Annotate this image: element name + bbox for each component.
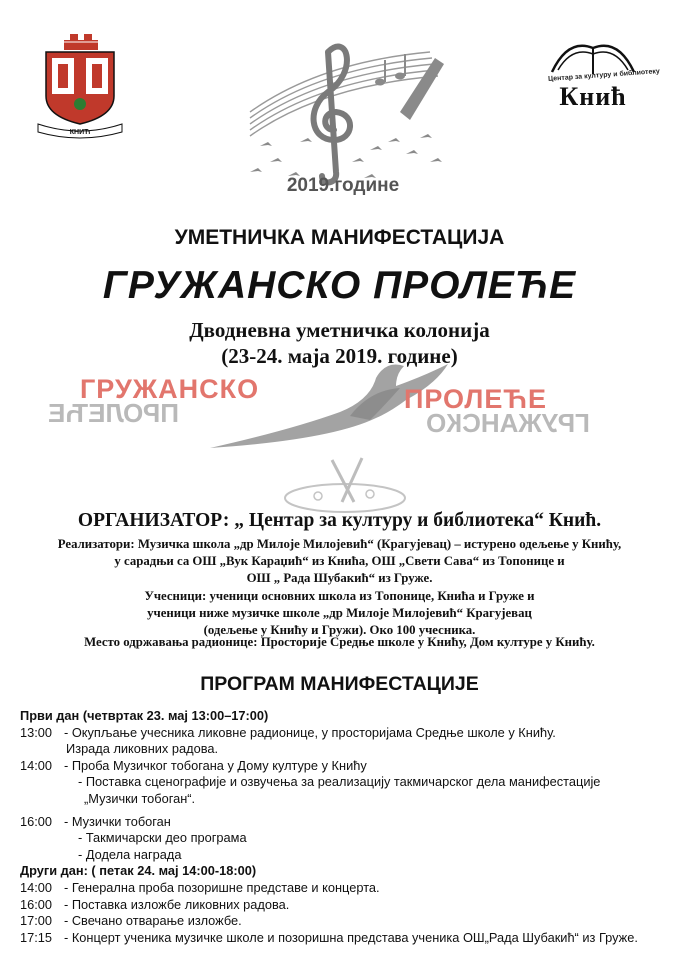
- program-heading: ПРОГРАМ МАНИФЕСТАЦИЈЕ: [200, 673, 479, 695]
- realizers-line: у сарадњи са ОШ „Вук Караџић“ из Кнића, ОШ „Свети Сава“ из Топонице и: [114, 554, 565, 568]
- organizer-heading: ОРГАНИЗАТОР: „ Центар за културу и библиотека“ Кнић.: [77, 510, 602, 531]
- schedule-text: „Музички тобоган“.: [84, 790, 196, 806]
- coat-caption: КНИЋ: [69, 129, 91, 136]
- schedule-row: [20, 758, 670, 775]
- schedule-text: - Свечано отварање изложбе.: [64, 913, 242, 929]
- library-logo-name: Кнић: [559, 82, 627, 111]
- realizers-block: [0, 536, 679, 587]
- schedule-time: 17:15: [20, 929, 53, 945]
- schedule-row: [20, 725, 670, 742]
- event-kicker: УМЕТНИЧКА МАНИФЕСТАЦИЈА: [174, 226, 505, 249]
- day-one-heading: Први дан (четвртак 23. мај 13:00–17:00): [20, 708, 269, 723]
- venue-line: Место одржавања радионице: Просторије Средње школе у Книћу, Дом културе у Книћу.: [84, 635, 595, 649]
- schedule-row: [20, 847, 670, 864]
- event-dates: (23-24. маја 2019. године): [221, 344, 458, 368]
- schedule-row: [20, 897, 670, 914]
- program-schedule: [20, 708, 670, 946]
- schedule-text: - Такмичарски део програма: [78, 830, 247, 846]
- schedule-time: 14:00: [20, 757, 53, 773]
- participants-line: ученици ниже музичке школе „др Милоје Милојевић“ Крагујевац: [147, 606, 532, 620]
- schedule-text: - Поставка изложбе ликовних радова.: [64, 896, 290, 912]
- emblem-word-right-mirror: ГРУЖАНСКО: [426, 408, 590, 438]
- participants-line: Учесници: ученици основних школа из Топонице, Кнића и Груже и: [144, 589, 535, 603]
- schedule-time: 13:00: [20, 724, 53, 740]
- day-two-heading: Други дан: ( петак 24. мај 14:00-18:00): [20, 863, 257, 879]
- schedule-text: - Постaвка сценографије и озвучења за реализацију такмичарског дела манифестације: [78, 774, 601, 790]
- schedule-time: 17:00: [20, 913, 53, 929]
- event-title: ГРУЖАНСКО ПРОЛЕЋЕ: [102, 264, 577, 307]
- emblem-word-right: ПРОЛЕЋЕ: [404, 384, 547, 414]
- treble-clef-birds-illustration: [230, 22, 460, 200]
- participants-block: [0, 588, 679, 639]
- realizers-line: ОШ „ Рада Шубакић“ из Груже.: [246, 571, 433, 585]
- illustration-year: 2019.године: [286, 175, 400, 196]
- emblem-word-left: ГРУЖАНСКО: [80, 374, 260, 404]
- schedule-text: - Проба Музичког тобогана у Дому културе у Книћу: [64, 757, 367, 773]
- schedule-row: [20, 880, 670, 897]
- schedule-row: [20, 830, 670, 847]
- schedule-row: [20, 814, 670, 831]
- schedule-text: - Додела награда: [78, 846, 182, 862]
- emblem-word-left-mirror: ПРОЛЕЋЕ: [48, 398, 179, 428]
- schedule-row: [20, 741, 670, 758]
- schedule-text: Израда ликовних радова.: [66, 741, 219, 757]
- participants-line: (одељење у Книћу и Гружи). Око 100 учесника.: [203, 623, 476, 637]
- schedule-text: - Музички тобоган: [64, 813, 171, 829]
- realizers-line: Реализатори: Музичка школа „др Милоје Милојевић“ (Крагујевац) – истурено одељење у Книћу,: [57, 537, 622, 551]
- municipality-coat-of-arms: [34, 32, 126, 140]
- schedule-row: [20, 774, 670, 791]
- schedule-row: [20, 791, 670, 808]
- schedule-text: - Концерт ученика музичке школе и позоришна представа ученика ОШ„Рада Шубакић“ из Груже.: [64, 929, 638, 945]
- schedule-time: 16:00: [20, 813, 53, 829]
- schedule-text: - Генерална проба позоришне представе и концерта.: [64, 879, 380, 895]
- schedule-row: [20, 913, 670, 930]
- schedule-time: 16:00: [20, 896, 53, 912]
- schedule-time: 14:00: [20, 879, 53, 895]
- event-subtitle: Дводневна уметничка колонија: [189, 318, 490, 342]
- schedule-text: - Окупљање учесника ликовне радионице, у просторијама Средње школе у Книћу.: [64, 724, 556, 740]
- schedule-row: [20, 930, 670, 947]
- library-logo-caption: Центар за културу и библиотеку: [547, 68, 660, 83]
